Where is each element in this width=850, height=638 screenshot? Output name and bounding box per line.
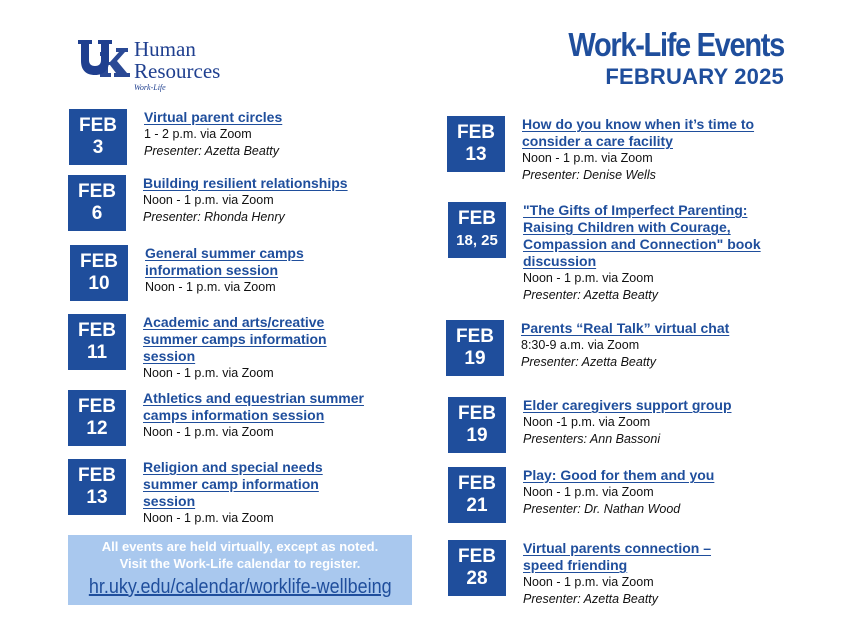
event-time: Noon - 1 p.m. via Zoom xyxy=(143,193,274,207)
date-month: FEB xyxy=(79,115,117,136)
date-badge xyxy=(448,540,506,596)
date-month: FEB xyxy=(80,251,118,272)
event-time: Noon -1 p.m. via Zoom xyxy=(523,415,651,429)
event-presenter: Presenter: Dr. Nathan Wood xyxy=(523,502,681,516)
date-day: 18, 25 xyxy=(456,232,498,249)
event-title-link[interactable]: Parents “Real Talk” virtual chat xyxy=(521,320,730,336)
date-day: 19 xyxy=(466,425,488,446)
page-title: Work-Life Events xyxy=(568,26,784,63)
page-header xyxy=(539,26,784,90)
event-title-link[interactable]: "The Gifts of Imperfect Parenting: Raising Children with Courage, Compassion and Connection" book discussion xyxy=(523,202,761,269)
event-title-link[interactable]: How do you know when it’s time to consider a care facility xyxy=(522,116,755,149)
note-line-2: Visit the Work-Life calendar to register. xyxy=(119,556,361,571)
date-badge xyxy=(68,390,126,446)
event-title-link[interactable]: Athletics and equestrian summer camps information session xyxy=(143,390,364,423)
event-info xyxy=(523,397,783,448)
event-info xyxy=(143,314,358,382)
event-presenter: Presenter: Azetta Beatty xyxy=(523,288,659,302)
event-time: Noon - 1 p.m. via Zoom xyxy=(143,511,274,525)
event-time: Noon - 1 p.m. via Zoom xyxy=(523,575,654,589)
date-day: 28 xyxy=(466,568,488,589)
event-time: 1 - 2 p.m. via Zoom xyxy=(144,127,252,141)
event-title-link[interactable]: Play: Good for them and you xyxy=(523,467,715,483)
note-line-1: All events are held virtually, except as noted. xyxy=(101,539,379,554)
event-title-link[interactable]: Virtual parent circles xyxy=(144,109,283,125)
event-title-link[interactable]: Academic and arts/creative summer camps information session xyxy=(143,314,327,364)
date-day: 6 xyxy=(91,203,103,224)
date-day: 21 xyxy=(466,495,488,516)
event-time: Noon - 1 p.m. via Zoom xyxy=(523,271,654,285)
event-info xyxy=(523,202,788,304)
date-day: 12 xyxy=(86,418,108,439)
hr-logo xyxy=(76,38,266,94)
date-month: FEB xyxy=(78,396,116,417)
event-info xyxy=(144,109,414,160)
date-month: FEB xyxy=(458,473,496,494)
event-presenter: Presenters: Ann Bassoni xyxy=(523,432,661,446)
date-badge xyxy=(446,320,504,376)
date-day: 10 xyxy=(88,273,110,294)
event-info xyxy=(523,467,783,518)
date-month: FEB xyxy=(458,403,496,424)
date-badge xyxy=(68,175,126,231)
event-presenter: Presenter: Azetta Beatty xyxy=(144,144,280,158)
event-time: Noon - 1 p.m. via Zoom xyxy=(143,366,274,380)
event-time: Noon - 1 p.m. via Zoom xyxy=(522,151,653,165)
date-badge xyxy=(70,245,128,301)
date-month: FEB xyxy=(458,208,496,229)
page-subtitle: FEBRUARY 2025 xyxy=(605,64,784,89)
logo-text xyxy=(134,38,220,82)
date-day: 11 xyxy=(86,342,108,363)
logo-line-2: Resources xyxy=(134,59,221,83)
event-time: Noon - 1 p.m. via Zoom xyxy=(143,425,274,439)
event-title-link[interactable]: Building resilient relationships xyxy=(143,175,348,191)
date-day: 13 xyxy=(465,144,487,165)
event-info xyxy=(145,245,340,296)
date-month: FEB xyxy=(456,326,494,347)
date-month: FEB xyxy=(78,465,116,486)
date-month: FEB xyxy=(458,546,496,567)
date-month: FEB xyxy=(457,122,495,143)
date-day: 13 xyxy=(86,487,108,508)
date-badge xyxy=(448,397,506,453)
logo-subtext: Work-Life xyxy=(134,83,166,92)
logo-line-1: Human xyxy=(134,37,196,61)
event-info xyxy=(522,116,772,184)
calendar-link[interactable]: hr.uky.edu/calendar/worklife-wellbeing xyxy=(88,576,392,598)
date-badge xyxy=(447,116,505,172)
event-info xyxy=(143,459,358,527)
date-badge xyxy=(69,109,127,165)
date-badge xyxy=(68,314,126,370)
event-presenter: Presenter: Rhonda Henry xyxy=(143,210,285,224)
date-badge xyxy=(68,459,126,515)
date-month: FEB xyxy=(78,181,116,202)
date-badge xyxy=(448,202,506,258)
event-time: 8:30-9 a.m. via Zoom xyxy=(521,338,640,352)
event-title-link[interactable]: Religion and special needs summer camp information session xyxy=(143,459,323,509)
event-presenter: Presenter: Denise Wells xyxy=(522,168,656,182)
event-title-link[interactable]: Elder caregivers support group xyxy=(523,397,732,413)
event-info xyxy=(143,390,408,441)
event-title-link[interactable]: Virtual parents connection – speed friending xyxy=(523,540,712,573)
event-title-link[interactable]: General summer camps information session xyxy=(145,245,304,278)
event-info xyxy=(521,320,781,371)
date-day: 19 xyxy=(464,348,486,369)
event-info xyxy=(523,540,753,608)
event-presenter: Presenter: Azetta Beatty xyxy=(523,592,659,606)
uk-logo-icon xyxy=(76,38,130,78)
event-presenter: Presenter: Azetta Beatty xyxy=(521,355,657,369)
date-badge xyxy=(448,467,506,523)
info-note xyxy=(68,535,412,605)
date-day: 3 xyxy=(92,137,104,158)
event-time: Noon - 1 p.m. via Zoom xyxy=(145,280,276,294)
event-info xyxy=(143,175,413,226)
event-time: Noon - 1 p.m. via Zoom xyxy=(523,485,654,499)
date-month: FEB xyxy=(78,320,116,341)
